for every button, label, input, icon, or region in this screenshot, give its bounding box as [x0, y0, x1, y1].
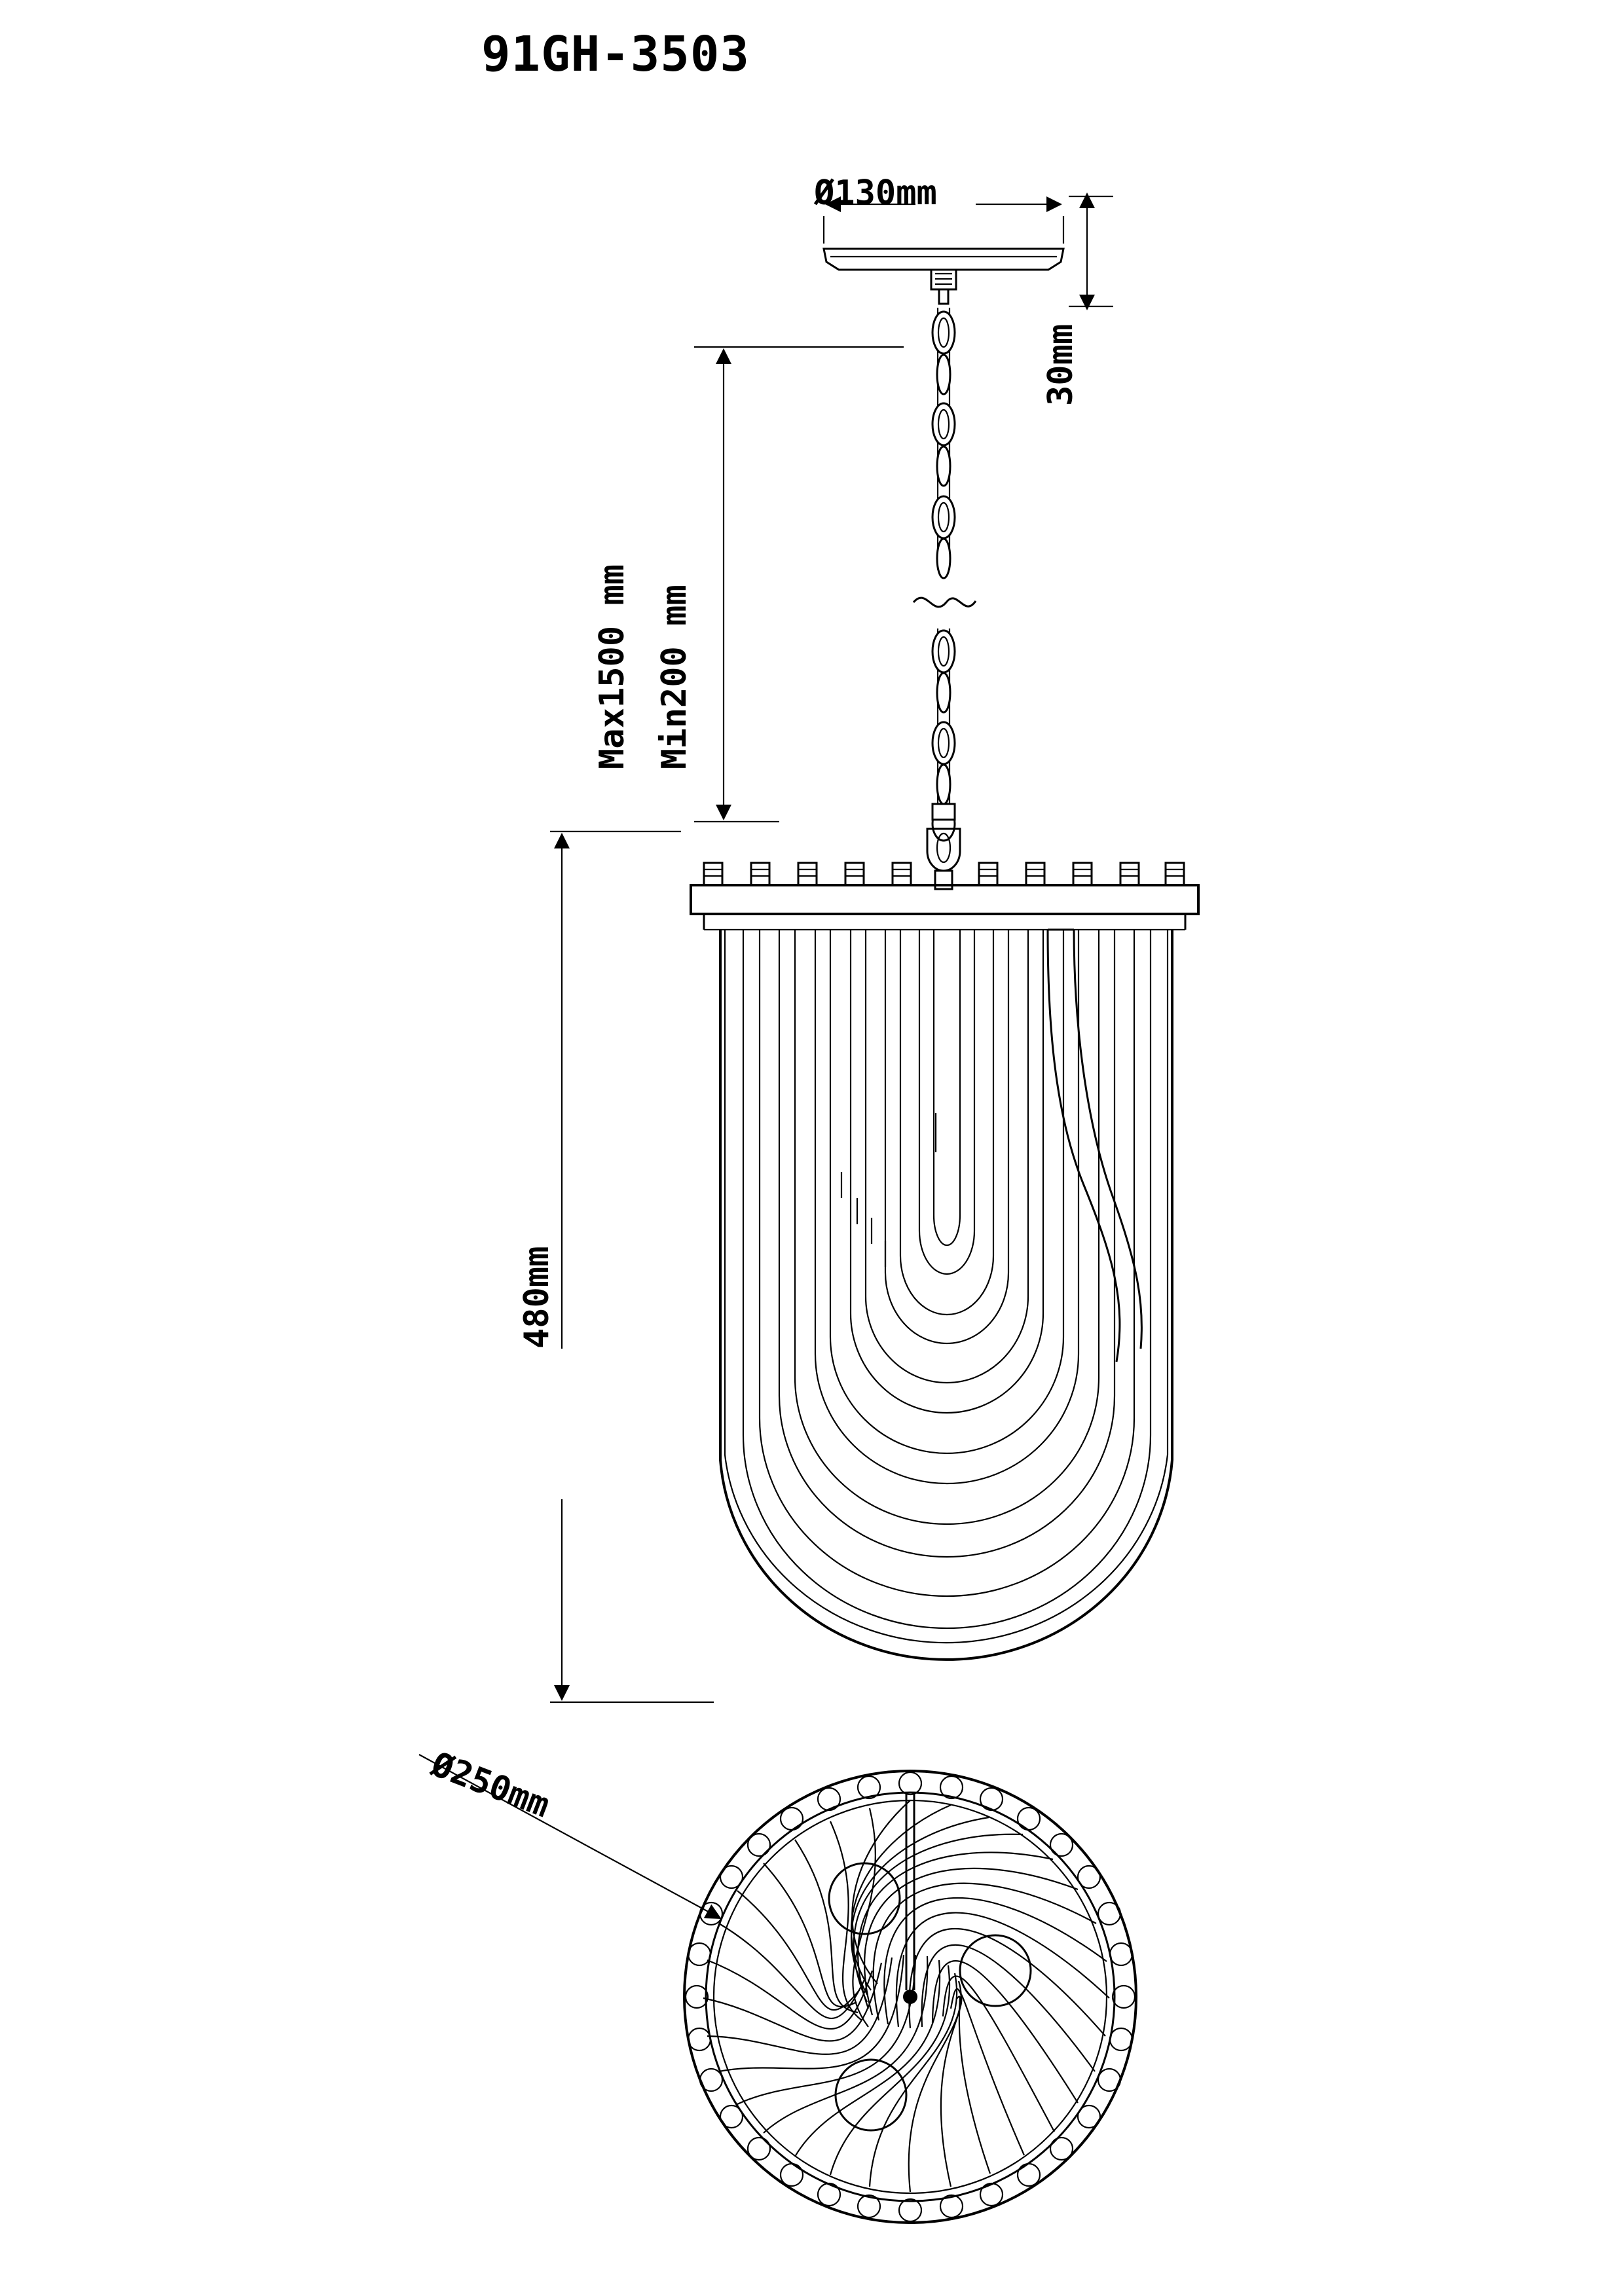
dimension-label-suspension-min: Min200 mm [655, 585, 694, 769]
dimension-canopy-height [1069, 194, 1113, 309]
dimension-canopy-diameter [824, 204, 1063, 244]
dimension-label-canopy-diameter: Ø130mm [814, 173, 937, 213]
dimension-label-suspension-max: Max1500 mm [593, 564, 632, 769]
dimension-body-diameter-leader [419, 1755, 720, 1918]
dimension-label-body-height: 480mm [517, 1246, 557, 1349]
fixture-body-strands [720, 930, 1172, 1660]
dimension-label-body-diameter: Ø250mm [426, 1745, 555, 1826]
dimension-body-height [550, 831, 714, 1702]
bottom-plan-view [684, 1771, 1136, 2223]
dimension-label-canopy-height: 30mm [1041, 323, 1080, 406]
dimension-suspension-length [694, 347, 904, 822]
page-title: 91GH-3503 [481, 26, 750, 82]
suspension-chain [913, 308, 976, 889]
ceiling-canopy [824, 249, 1063, 304]
